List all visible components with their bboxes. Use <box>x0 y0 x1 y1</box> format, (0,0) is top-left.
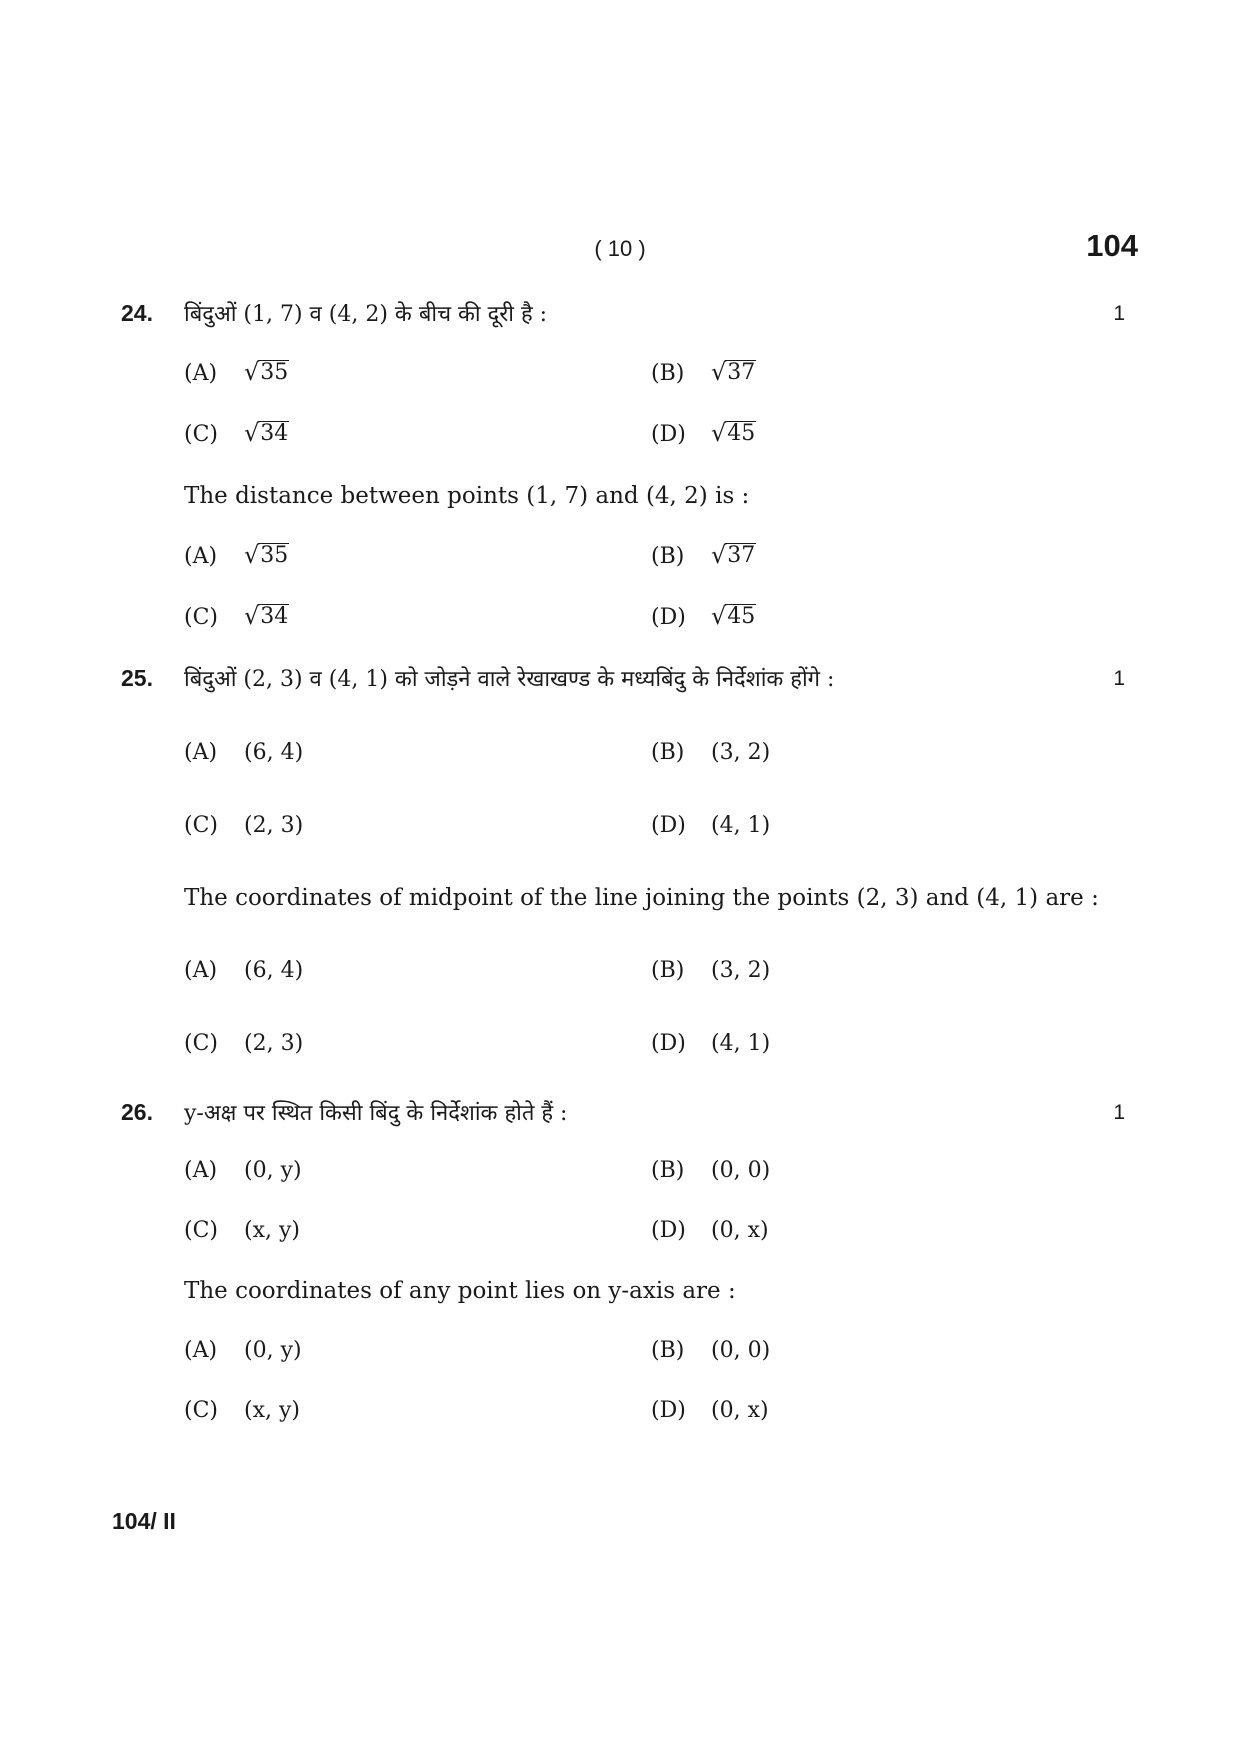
option-label: (A) <box>184 361 218 387</box>
option-label: (C) <box>184 1398 218 1423</box>
q26-english-option-a <box>184 1338 302 1363</box>
question-24-english-text: The distance between points (1, 7) and (4, 2) is : <box>184 483 750 509</box>
square-root: √ 35 <box>244 358 289 387</box>
square-root: √ 37 <box>711 541 756 570</box>
radicand: 34 <box>260 421 289 446</box>
square-root: √ 34 <box>244 419 289 448</box>
option-value: (0, 0) <box>711 1338 771 1363</box>
radicand: 45 <box>727 421 756 446</box>
option-label: (C) <box>184 422 218 448</box>
option-label: (A) <box>184 1158 218 1183</box>
q24-english-option-d <box>651 604 756 630</box>
q25-hindi-option-a <box>184 740 303 765</box>
option-label: (D) <box>651 1218 686 1243</box>
option-label: (B) <box>651 958 685 983</box>
q26-hindi-option-b <box>651 1158 770 1183</box>
option-value: (4, 1) <box>711 813 771 838</box>
option-label: (B) <box>651 1158 685 1183</box>
radicand: 37 <box>727 360 756 385</box>
option-value: (0, y) <box>244 1158 302 1183</box>
option-label: (B) <box>651 361 685 387</box>
q25-english-option-b <box>651 958 770 983</box>
option-label: (C) <box>184 605 218 631</box>
option-value: (0, x) <box>711 1218 769 1243</box>
question-25-english-text: The coordinates of midpoint of the line joining the points (2, 3) and (4, 1) are : <box>184 885 1099 911</box>
radicand: 35 <box>260 543 289 568</box>
option-label: (C) <box>184 813 218 838</box>
option-label: (A) <box>184 544 218 570</box>
page-number: ( 10 ) <box>594 236 646 261</box>
q24-english-option-c <box>184 604 289 630</box>
q26-hindi-option-a <box>184 1158 302 1183</box>
option-value: (0, x) <box>711 1398 769 1423</box>
q26-hindi-option-d <box>651 1218 769 1243</box>
q26-english-option-b <box>651 1338 770 1363</box>
option-label: (D) <box>651 813 686 838</box>
question-26-number: 26. <box>121 1099 153 1125</box>
option-value: (2, 3) <box>244 813 304 838</box>
paper-code-header: 104 <box>1086 228 1138 263</box>
radicand: 35 <box>260 360 289 385</box>
question-26-hindi-text: y-अक्ष पर स्थित किसी बिंदु के निर्देशांक होते हैं : <box>184 1101 568 1126</box>
option-label: (B) <box>651 544 685 570</box>
q24-hindi-option-a <box>184 360 289 386</box>
q25-english-option-a <box>184 958 303 983</box>
paper-code-footer: 104/ II <box>112 1508 176 1534</box>
radicand: 34 <box>260 604 289 629</box>
q24-english-option-a <box>184 543 289 569</box>
option-value: (0, 0) <box>711 1158 771 1183</box>
q25-english-option-d <box>651 1031 770 1056</box>
square-root: √ 34 <box>244 602 289 631</box>
option-label: (C) <box>184 1031 218 1056</box>
square-root: √ 45 <box>711 602 756 631</box>
option-label: (A) <box>184 1338 218 1363</box>
option-value: (4, 1) <box>711 1031 771 1056</box>
question-26-marks: 1 <box>1113 1101 1125 1124</box>
option-value: (2, 3) <box>244 1031 304 1056</box>
square-root: √ 37 <box>711 358 756 387</box>
radicand: 45 <box>727 604 756 629</box>
option-label: (B) <box>651 1338 685 1363</box>
q25-english-option-c <box>184 1031 303 1056</box>
option-label: (D) <box>651 422 686 448</box>
option-label: (D) <box>651 1031 686 1056</box>
option-label: (B) <box>651 740 685 765</box>
q24-hindi-option-c <box>184 421 289 447</box>
question-26-english-text: The coordinates of any point lies on y-axis are : <box>184 1278 736 1304</box>
option-value: (6, 4) <box>244 958 304 983</box>
question-25-number: 25. <box>121 665 153 691</box>
question-24-hindi-text: बिंदुओं (1, 7) व (4, 2) के बीच की दूरी है : <box>184 302 548 327</box>
question-24-number: 24. <box>121 300 153 326</box>
radicand: 37 <box>727 543 756 568</box>
square-root: √ 45 <box>711 419 756 448</box>
option-value: (x, y) <box>244 1398 300 1423</box>
q26-hindi-option-c <box>184 1218 300 1243</box>
q24-hindi-option-b <box>651 360 756 386</box>
q25-hindi-option-d <box>651 813 770 838</box>
q24-hindi-option-d <box>651 421 756 447</box>
option-label: (D) <box>651 1398 686 1423</box>
q25-hindi-option-c <box>184 813 303 838</box>
option-value: (3, 2) <box>711 958 771 983</box>
option-label: (A) <box>184 740 218 765</box>
q26-english-option-d <box>651 1398 769 1423</box>
q26-english-option-c <box>184 1398 300 1423</box>
question-24-marks: 1 <box>1113 302 1125 325</box>
question-25-hindi-text: बिंदुओं (2, 3) व (4, 1) को जोड़ने वाले रेखाखण्ड के मध्यबिंदु के निर्देशांक होंगे : <box>184 667 835 692</box>
option-value: (0, y) <box>244 1338 302 1363</box>
option-label: (A) <box>184 958 218 983</box>
q24-english-option-b <box>651 543 756 569</box>
option-label: (C) <box>184 1218 218 1243</box>
option-label: (D) <box>651 605 686 631</box>
q25-hindi-option-b <box>651 740 770 765</box>
option-value: (3, 2) <box>711 740 771 765</box>
option-value: (6, 4) <box>244 740 304 765</box>
question-25-marks: 1 <box>1113 667 1125 690</box>
option-value: (x, y) <box>244 1218 300 1243</box>
square-root: √ 35 <box>244 541 289 570</box>
